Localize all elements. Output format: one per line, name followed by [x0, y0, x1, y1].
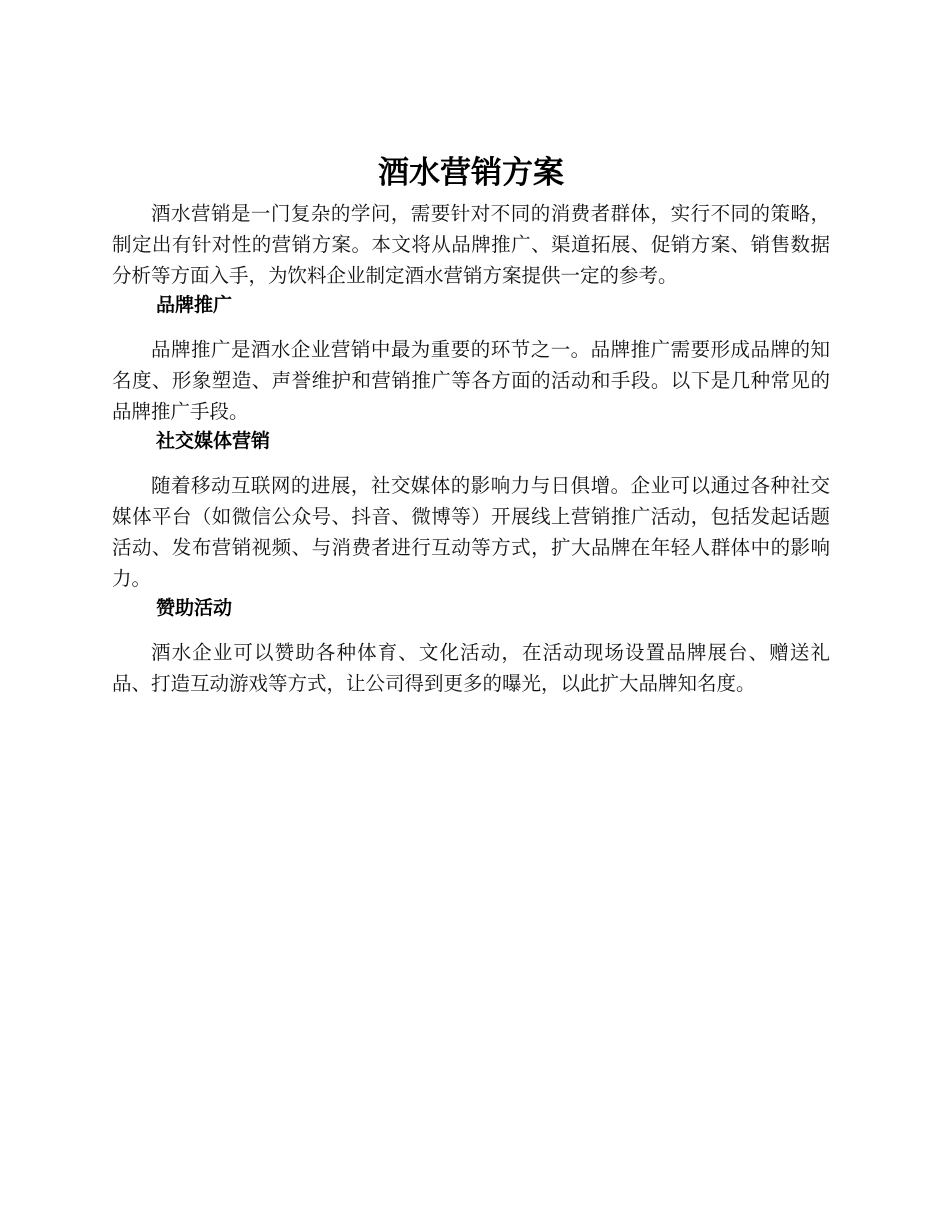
- intro-paragraph: 酒水营销是一门复杂的学问，需要针对不同的消费者群体，实行不同的策略，制定出有针对性的营销方案。本文将从品牌推广、渠道拓展、促销方案、销售数据分析等方面入手，为饮料企业制定酒水营销方案提供一定的参考。: [112, 202, 830, 287]
- section-body-sponsorship: 酒水企业可以赞助各种体育、文化活动，在活动现场设置品牌展台、赠送礼品、打造互动游戏等方式，让公司得到更多的曝光，以此扩大品牌知名度。: [112, 641, 830, 695]
- document-content: [112, 150, 830, 699]
- section-body-brand-promotion: 品牌推广是酒水企业营销中最为重要的环节之一。品牌推广需要形成品牌的知名度、形象塑造、声誉维护和营销推广等各方面的活动和手段。以下是几种常见的品牌推广手段。: [112, 338, 830, 423]
- section-heading-brand-promotion: 品牌推广: [156, 294, 233, 316]
- section-body-social-media: 随着移动互联网的进展，社交媒体的影响力与日俱增。企业可以通过各种社交媒体平台（如微信公众号、抖音、微博等）开展线上营销推广活动，包括发起话题活动、发布营销视频、与消费者进行互动等方式，扩大品牌在年轻人群体中的影响力。: [112, 474, 830, 590]
- document-title: 酒水营销方案: [378, 155, 564, 191]
- section-heading-social-media: 社交媒体营销: [156, 430, 271, 452]
- section-heading-sponsorship: 赞助活动: [156, 597, 233, 619]
